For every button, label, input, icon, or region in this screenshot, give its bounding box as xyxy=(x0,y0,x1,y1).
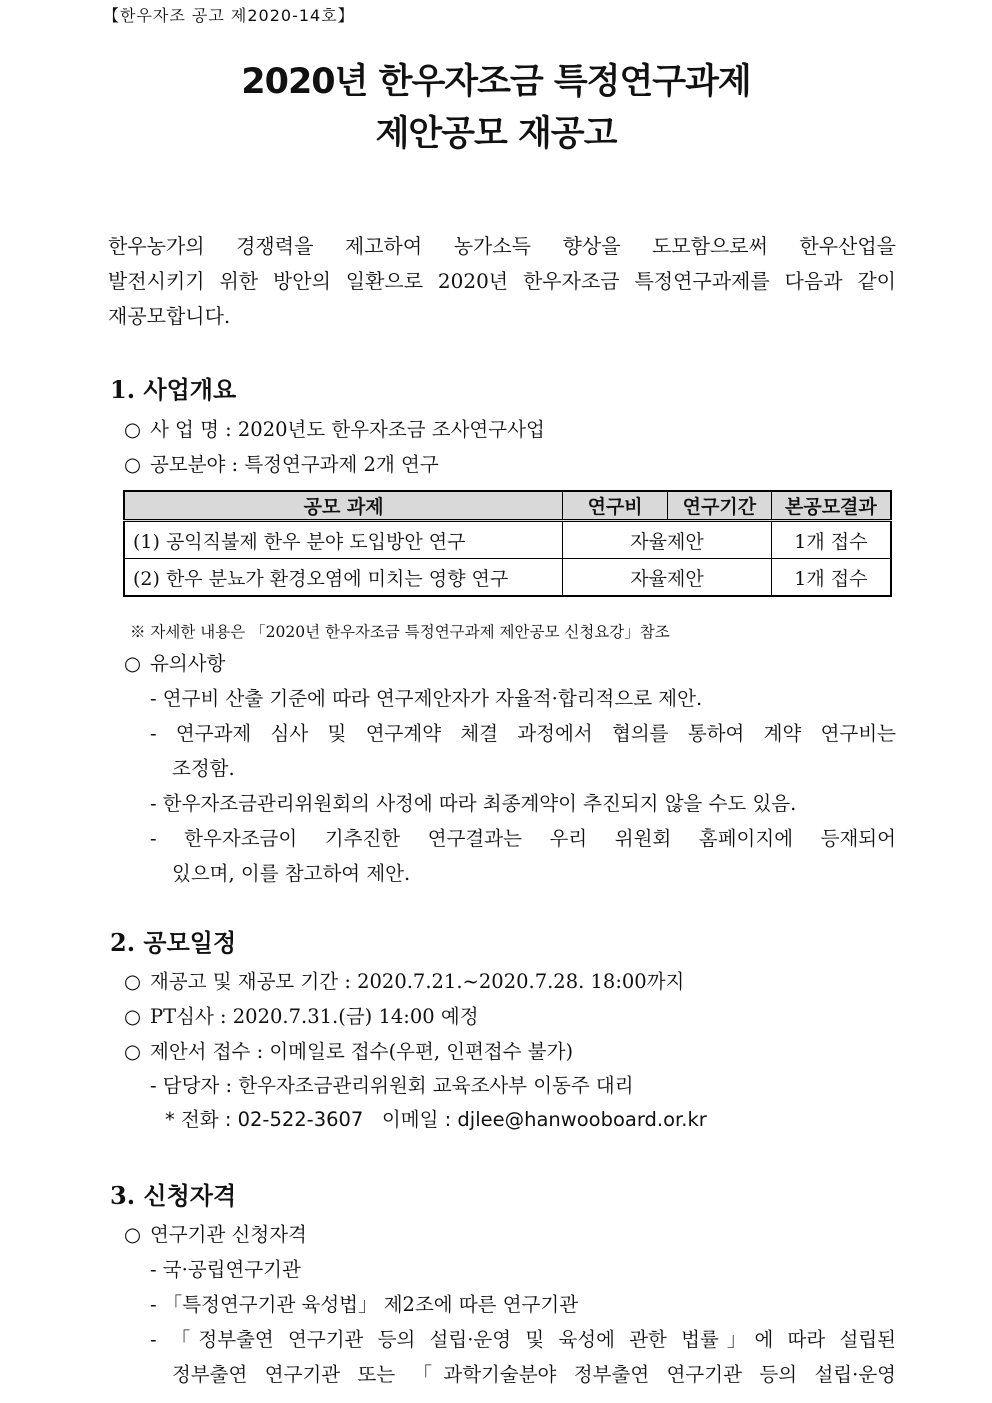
caution-title xyxy=(124,648,225,676)
cell-result: 1개 접수 xyxy=(771,559,891,597)
section2-item-period xyxy=(124,966,684,994)
table-row xyxy=(124,521,891,559)
project-table xyxy=(123,490,892,597)
intro-line-3: 재공모합니다. xyxy=(108,304,231,328)
section3-item xyxy=(124,1219,307,1247)
section1-heading: 1. 사업개요 xyxy=(110,375,237,404)
circle-bullet-icon: ○ xyxy=(124,453,142,476)
circle-bullet-icon: ○ xyxy=(124,652,142,675)
circle-bullet-icon: ○ xyxy=(124,1040,142,1063)
caution-1: - 연구비 산출 기준에 따라 연구제안자가 자율적·합리적으로 제안. xyxy=(150,687,703,710)
caution-2: - 연구과제 심사 및 연구계약 체결 과정에서 협의를 통하여 계약 연구비는 xyxy=(150,722,896,745)
circle-bullet-icon: ○ xyxy=(124,970,142,993)
item-text: 제안서 접수 : 이메일로 접수(우편, 인편접수 불가) xyxy=(150,1040,574,1063)
caution-4-cont: 있으며, 이를 참고하여 제안. xyxy=(172,862,411,885)
section2-item-pt xyxy=(124,1001,479,1029)
item-text: 유의사항 xyxy=(150,652,226,675)
caution-4: - 한우자조금이 기추진한 연구결과는 우리 위원회 홈페이지에 등재되어 xyxy=(150,827,896,850)
cell-budget-period: 자율제안 xyxy=(563,559,772,597)
caution-3: - 한우자조금관리위원회의 사정에 따라 최종계약이 추진되지 않을 수도 있음. xyxy=(150,792,797,815)
qualification-1: - 국·공립연구기관 xyxy=(150,1258,301,1281)
table-header-row xyxy=(124,491,891,521)
circle-bullet-icon: ○ xyxy=(124,418,142,441)
cell-result: 1개 접수 xyxy=(771,521,891,559)
reference-note: ※ 자세한 내용은 「2020년 한우자조금 특정연구과제 제안공모 신청요강」참조 xyxy=(130,623,670,641)
cell-budget-period: 자율제안 xyxy=(563,521,772,559)
page-title-line2: 제안공모 재공고 xyxy=(375,114,617,154)
section1-item-field xyxy=(124,449,439,477)
contact-info: * 전화 : 02-522-3607 이메일 : djlee@hanwooboard.or.kr xyxy=(165,1108,707,1131)
qualification-2: - 「특정연구기관 육성법」 제2조에 따른 연구기관 xyxy=(150,1293,579,1316)
section2-heading: 2. 공모일정 xyxy=(110,928,237,957)
section3-heading: 3. 신청자격 xyxy=(110,1181,237,1210)
circle-bullet-icon: ○ xyxy=(124,1223,142,1246)
col-header-budget: 연구비 xyxy=(563,491,668,521)
circle-bullet-icon: ○ xyxy=(124,1005,142,1028)
qualification-3-cont: 정부출연 연구기관 또는 「과학기술분야 정부출연 연구기관 등의 설립·운영 xyxy=(172,1363,896,1386)
item-text: 연구기관 신청자격 xyxy=(150,1223,307,1246)
caution-2-cont: 조정함. xyxy=(172,757,235,780)
item-text: 사 업 명 : 2020년도 한우자조금 조사연구사업 xyxy=(150,418,545,441)
item-text: PT심사 : 2020.7.31.(금) 14:00 예정 xyxy=(150,1005,479,1028)
section2-item-submission xyxy=(124,1036,573,1064)
col-header-task: 공모 과제 xyxy=(124,491,563,521)
table-row xyxy=(124,559,891,597)
cell-task: (1) 공익직불제 한우 분야 도입방안 연구 xyxy=(124,521,563,559)
notice-number: 【한우자조 공고 제2020-14호】 xyxy=(103,6,355,25)
page-title-line1: 2020년 한우자조금 특정연구과제 xyxy=(241,62,751,102)
item-text: 재공고 및 재공모 기간 : 2020.7.21.~2020.7.28. 18:00까지 xyxy=(150,970,685,993)
section1-item-project-name xyxy=(124,414,545,442)
contact-person: - 담당자 : 한우자조금관리위원회 교육조사부 이동주 대리 xyxy=(150,1074,634,1097)
col-header-result: 본공모결과 xyxy=(771,491,891,521)
cell-task: (2) 한우 분뇨가 환경오염에 미치는 영향 연구 xyxy=(124,559,563,597)
qualification-3: - 「정부출연 연구기관 등의 설립·운영 및 육성에 관한 법률」에 따라 설립된 xyxy=(150,1328,896,1351)
intro-line-1: 한우농가의 경쟁력을 제고하여 농가소득 향상을 도모함으로써 한우산업을 xyxy=(108,234,896,258)
intro-line-2: 발전시키기 위한 방안의 일환으로 2020년 한우자조금 특정연구과제를 다음과 같이 xyxy=(108,269,896,293)
item-text: 공모분야 : 특정연구과제 2개 연구 xyxy=(150,453,439,476)
col-header-period: 연구기간 xyxy=(667,491,771,521)
